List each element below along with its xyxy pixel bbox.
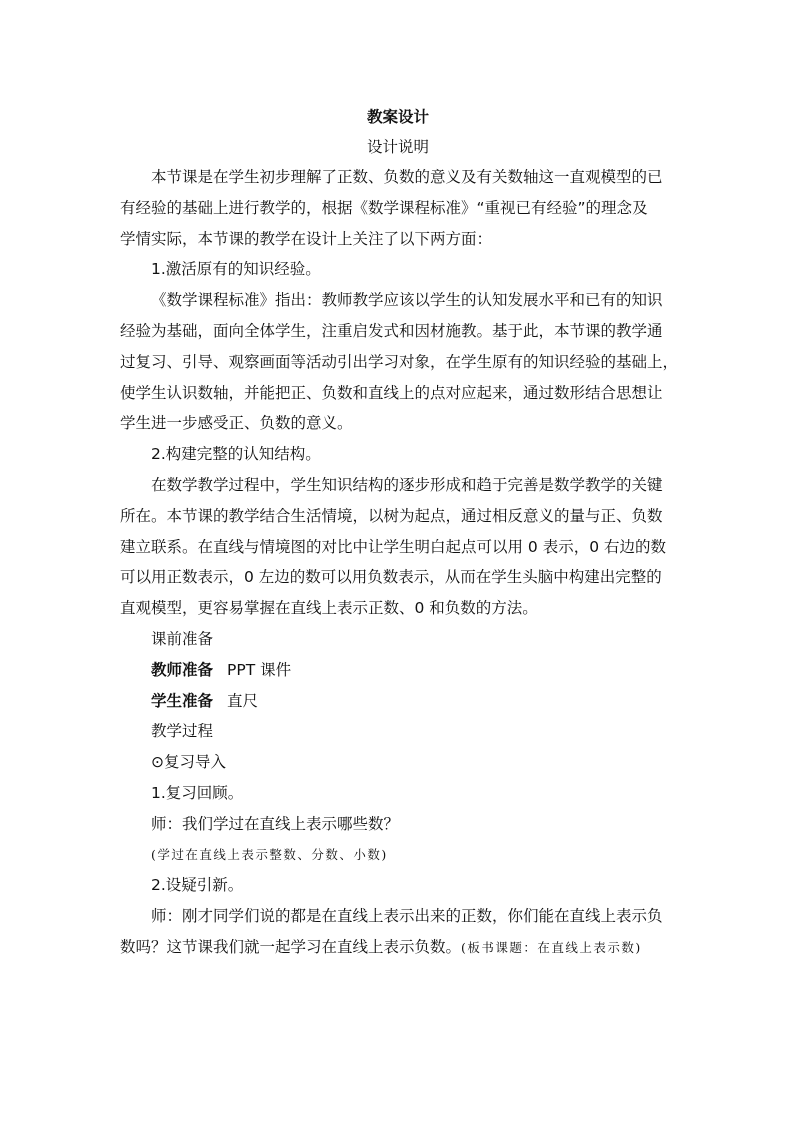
point-one-line: 《数学课程标准》指出：教师教学应该以学生的认知发展水平和已有的知识 — [151, 291, 663, 310]
point-two-line: 在数学教学过程中，学生知识结构的逐步形成和趋于完善是数学教学的关键 — [151, 475, 663, 494]
teacher-prep-row — [120, 655, 676, 686]
student-answer: (学过在直线上表示整数、分数、小数) — [151, 846, 388, 862]
point-one-paragraph — [120, 285, 679, 439]
intro-line: 有经验的基础上进行教学的，根据《数学课程标准》“重视已有经验”的理念及 — [120, 198, 648, 217]
teacher-prep-label: 教师准备 — [151, 660, 214, 679]
point-two-line: 建立联系。在直线与情境图的对比中让学生明白起点可以用 0 表示，0 右边的数 — [120, 537, 667, 556]
point-one-line: 使学生认识数轴，并能把正、负数和直线上的点对应起来，通过数形结合思想让 — [120, 383, 663, 402]
point-two-title: 2.构建完整的认知结构。 — [151, 445, 321, 464]
document-subtitle: 设计说明 — [366, 138, 429, 156]
lead-in-line: 师：刚才同学们说的都是在直线上表示出来的正数，你们能在直线上表示负 — [151, 907, 663, 926]
point-two-line: 直观模型，更容易掌握在直线上表示正数、0 和负数的方法。 — [120, 599, 538, 618]
blackboard-note: (板书课题：在直线上表示数) — [461, 939, 642, 955]
lead-in-text: 数吗？这节课我们就一起学习在直线上表示负数。 — [120, 937, 462, 956]
step-review: 1.复习回顾。 — [151, 783, 244, 802]
document-page — [120, 102, 679, 964]
intro-line: 本节课是在学生初步理解了正数、负数的意义及有关数轴这一直观模型的已 — [151, 168, 663, 186]
point-two-paragraph — [120, 470, 676, 624]
intro-paragraph — [120, 162, 676, 254]
teacher-prep-value: PPT 课件 — [227, 660, 292, 679]
step-lead-in: 2.设疑引新。 — [151, 876, 244, 895]
point-two-line: 可以用正数表示，0 左边的数可以用负数表示，从而在学生头脑中构建出完整的 — [120, 568, 662, 587]
process-heading: 教学过程 — [151, 722, 214, 741]
student-prep-label: 学生准备 — [151, 691, 214, 710]
student-prep-row — [120, 686, 676, 717]
document-title: 教案设计 — [366, 108, 429, 126]
point-one-line: 经验为基础，面向全体学生，注重启发式和因材施教。基于此，本节课的教学通 — [120, 321, 663, 340]
teacher-question: 师：我们学过在直线上表示哪些数？ — [151, 814, 400, 833]
point-one-line: 过复习、引导、观察画面等活动引出学习对象，在学生原有的知识经验的基础上， — [120, 352, 679, 371]
student-prep-value: 直尺 — [227, 691, 259, 710]
point-one-title: 1.激活原有的知识经验。 — [151, 260, 321, 279]
lead-in-paragraph — [120, 901, 676, 964]
intro-line: 学情实际，本节课的教学在设计上关注了以下两方面： — [120, 229, 493, 248]
section-review-intro: ⊙复习导入 — [151, 753, 226, 772]
point-one-line: 学生进一步感受正、负数的意义。 — [120, 414, 353, 433]
point-two-line: 所在。本节课的教学结合生活情境，以树为起点，通过相反意义的量与正、负数 — [120, 506, 663, 525]
prep-heading: 课前准备 — [151, 629, 214, 648]
lead-in-line-two — [120, 932, 676, 964]
